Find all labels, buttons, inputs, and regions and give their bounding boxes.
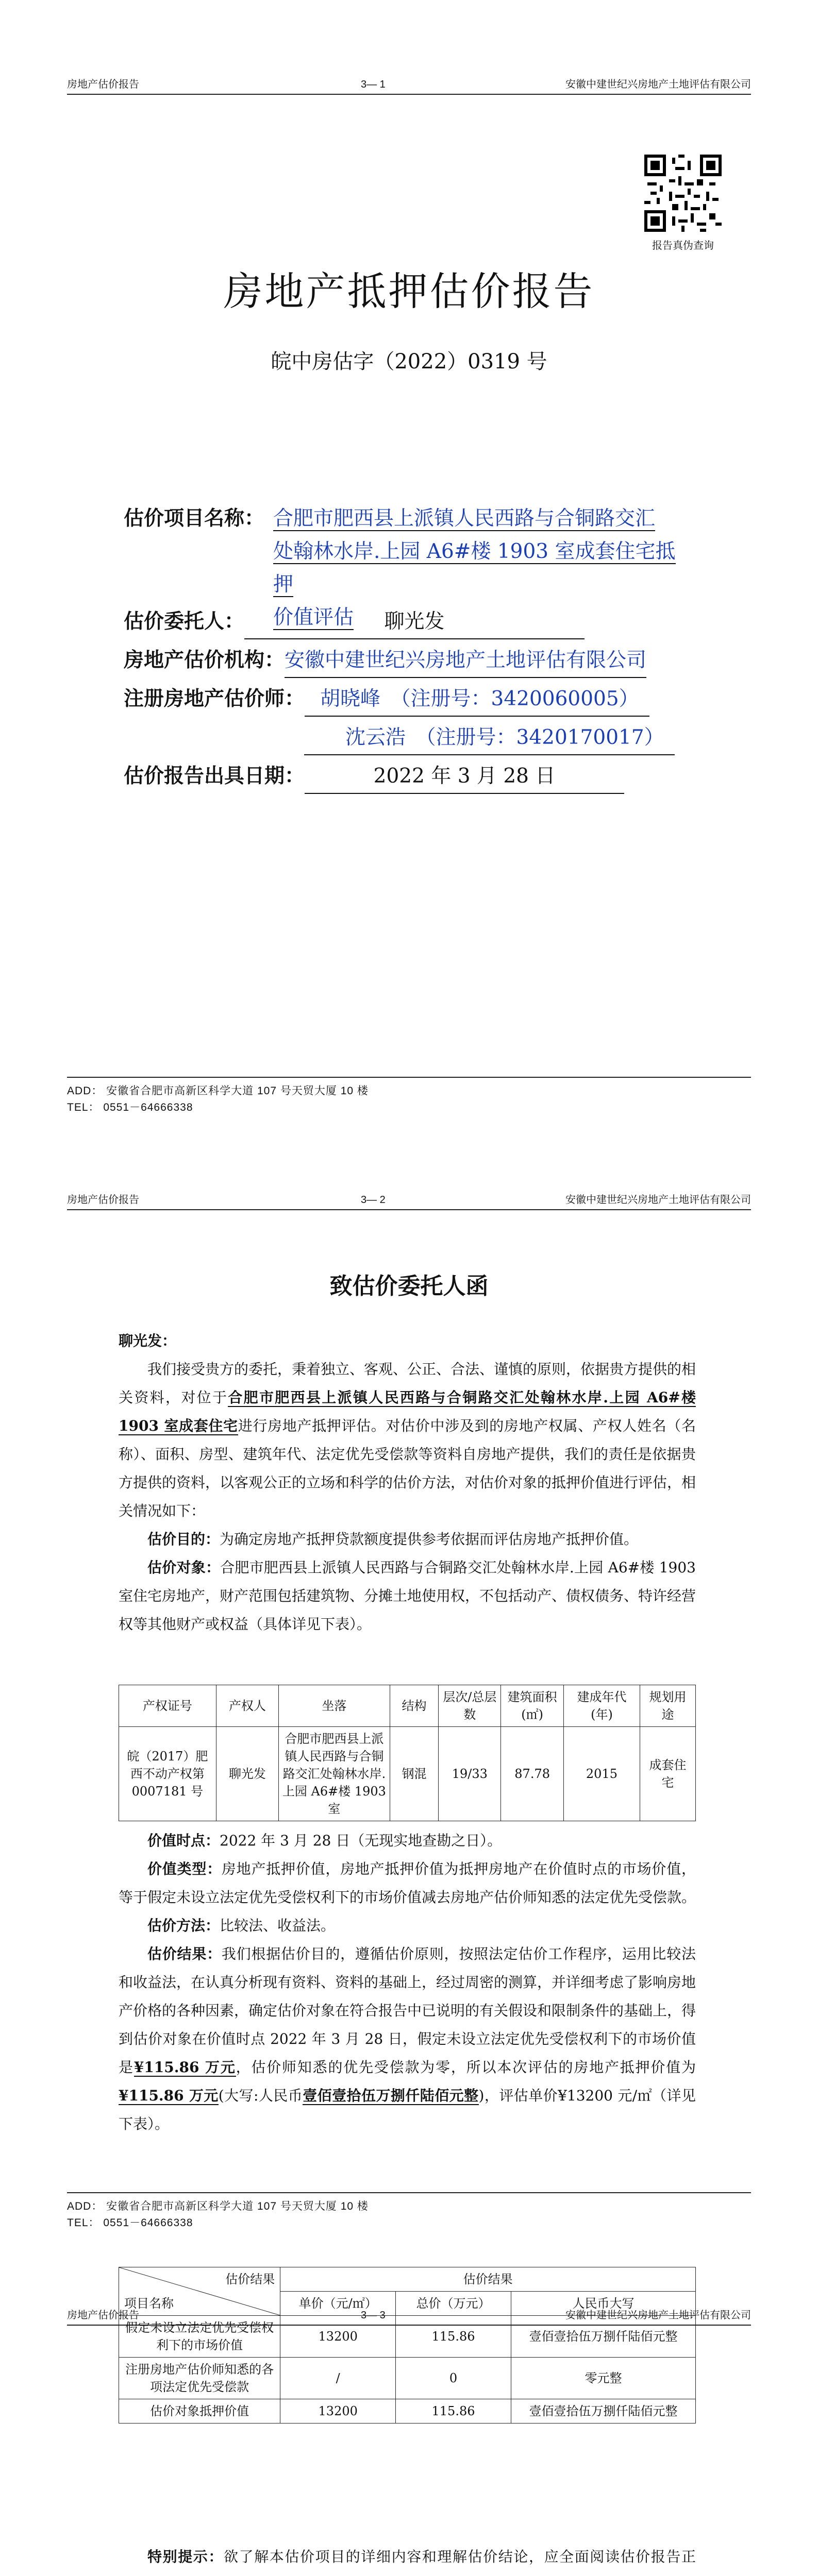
total-price: 115.86 bbox=[396, 2399, 511, 2424]
method-paragraph: 估价方法：比较法、收益法。 bbox=[147, 1917, 336, 1934]
property-table bbox=[119, 1685, 696, 1821]
qr-code[interactable] bbox=[644, 155, 722, 232]
structure: 钢混 bbox=[390, 1727, 438, 1821]
appraiser-row-2 bbox=[304, 721, 675, 755]
table-header: 产权证号 bbox=[119, 1685, 216, 1727]
appraiser-1: 胡晓峰 （注册号：3420060005） bbox=[305, 683, 649, 717]
footer-address: ADD： 安徽省合肥市高新区科学大道 107 号天贸大厦 10 楼 bbox=[67, 1085, 369, 1097]
unit-price: / bbox=[280, 2358, 396, 2399]
result-paragraph: 估价结果：我们根据估价目的，遵循估价原则，按照法定估价工作程序，运用比较法和收益法，在认真分析现有资料、资料的基础上，经过周密的测算，并详细考虑了影响房地产价格的各种因素，确定估价对象在符合报告中已说明的有关假设和限制条件的基础上，得到估价对象在价值时点 2022 年 3 月 28 日，假定未设立法定优先受偿权利下的市场价值是¥115.86 万元，估价师知悉的优先受偿款为零，所以本次评估的房地产抵押价值为¥115.86 万元(大写:人民币壹佰壹拾伍万捌仟陆佰元整)，评估单价¥13200 元/㎡（详见下表）。 bbox=[119, 1945, 696, 2132]
agency-name: 安徽中建世纪兴房地产土地评估有限公司 bbox=[285, 644, 646, 678]
salutation: 聊光发： bbox=[119, 1332, 177, 1349]
market-value: ¥115.86 万元 bbox=[133, 2059, 236, 2076]
header-page-number: 3— 1 bbox=[361, 79, 386, 90]
footer-tel: TEL： 0551－64666338 bbox=[67, 2217, 193, 2229]
report-title: 房地产抵押估价报告 bbox=[223, 270, 595, 314]
header-right: 安徽中建世纪兴房地产土地评估有限公司 bbox=[565, 1194, 751, 1206]
object-paragraph: 估价对象：合肥市肥西县上派镇人民西路与合铜路交汇处翰林水岸.上园 A6#楼 1903 室住宅房地产，财产范围包括建筑物、分摊土地使用权，不包括动产、债权债务、特许经营权等其他财产或权益（具体详见下表）。 bbox=[119, 1559, 696, 1633]
table-header: 人民币大写 bbox=[511, 2292, 695, 2316]
notice-paragraph: 特别提示：欲了解本估价项目的详细内容和理解估价结论，应全面阅读估价报告正 bbox=[147, 2548, 696, 2565]
row-label: 估价对象抵押价值 bbox=[119, 2399, 280, 2424]
property-address: 合肥市肥西县上派镇人民西路与合铜路交汇处翰林水岸.上园 A6#楼 1903 室成套住宅 bbox=[119, 1389, 696, 1434]
table-header: 结构 bbox=[390, 1685, 438, 1727]
client-row bbox=[124, 605, 585, 639]
value-time-paragraph: 价值时点：2022 年 3 月 28 日（无现实地查勘之日）。 bbox=[147, 1832, 502, 1849]
table-row bbox=[119, 1727, 696, 1821]
letter-body-middle bbox=[119, 1826, 696, 2138]
total-price: 0 bbox=[396, 2358, 511, 2399]
amount-in-words: 壹佰壹拾伍万捌仟陆佰元整 bbox=[511, 2399, 695, 2424]
corner-top: 估价结果 bbox=[225, 2272, 275, 2286]
header-page-number: 3— 2 bbox=[361, 1194, 386, 1206]
purpose-paragraph: 估价目的：为确定房地产抵押贷款额度提供参考依据而评估房地产抵押价值。 bbox=[147, 1531, 639, 1548]
project-line-3: 价值评估 bbox=[273, 606, 354, 629]
footer-address: ADD： 安徽省合肥市高新区科学大道 107 号天贸大厦 10 楼 bbox=[67, 2200, 369, 2212]
usage: 成套住宅 bbox=[640, 1727, 696, 1821]
client-name: 聊光发 bbox=[244, 605, 585, 639]
table-row bbox=[119, 2358, 696, 2399]
year-built: 2015 bbox=[563, 1727, 640, 1821]
client-label: 估价委托人： bbox=[124, 611, 245, 633]
page-header bbox=[67, 77, 751, 95]
table-row bbox=[119, 2399, 696, 2424]
page-footer bbox=[67, 1077, 751, 1116]
table-row bbox=[119, 2316, 696, 2358]
table-header: 建筑面积(㎡) bbox=[501, 1685, 563, 1727]
issue-date: 2022 年 3 月 28 日 bbox=[305, 760, 624, 794]
project-line-2: 处翰林水岸.上园 A6#楼 1903 室成套住宅抵押 bbox=[273, 540, 676, 596]
page-footer bbox=[67, 2192, 751, 2231]
page-header bbox=[67, 1193, 751, 1210]
location: 合肥市肥西县上派镇人民西路与合铜路交汇处翰林水岸.上园 A6#楼 1903 室 bbox=[279, 1727, 390, 1821]
date-row bbox=[124, 760, 624, 794]
header-left: 房地产估价报告 bbox=[67, 2310, 139, 2321]
page-cover bbox=[0, 0, 818, 1115]
header-left: 房地产估价报告 bbox=[67, 1194, 139, 1206]
intro-paragraph: 我们接受贵方的委托，秉着独立、客观、公正、合法、谨慎的原则，依据贵方提供的相关资料，对位于合肥市肥西县上派镇人民西路与合铜路交汇处翰林水岸.上园 A6#楼 1903 室成套住宅进行房地产抵押评估。对估价中涉及到的房地产权属、产权人姓名（名称）、面积、房型、建筑年代、法定优先受偿款等资料自房地产提供，我们的责任是依据贵方提供的资料，以客观公正的立场和科学的估价方法，对估价对象的抵押价值进行评估，相关情况如下： bbox=[119, 1361, 696, 1519]
table-header: 层次/总层数 bbox=[439, 1685, 501, 1727]
diagonal-header bbox=[119, 2267, 280, 2316]
letter-body-top bbox=[119, 1327, 696, 1638]
qr-caption: 报告真伪查询 bbox=[652, 240, 714, 251]
header-right: 安徽中建世纪兴房地产土地评估有限公司 bbox=[565, 2310, 751, 2321]
table-header: 规划用途 bbox=[640, 1685, 696, 1727]
row-label: 注册房地产估价师知悉的各项法定优先受偿款 bbox=[119, 2358, 280, 2399]
header-right: 安徽中建世纪兴房地产土地评估有限公司 bbox=[565, 79, 751, 90]
appraiser-label: 注册房地产估价师： bbox=[124, 688, 305, 710]
value-type-paragraph: 价值类型：房地产抵押价值，房地产抵押价值为抵押房地产在价值时点的市场价值，等于假定未设立法定优先受偿权利下的市场价值减去房地产估价师知悉的法定优先受偿款。 bbox=[119, 1860, 696, 1906]
header-page-number: 3— 3 bbox=[361, 2310, 386, 2321]
date-label: 估价报告出具日期： bbox=[124, 765, 305, 787]
owner: 聊光发 bbox=[216, 1727, 278, 1821]
project-label: 估价项目名称： bbox=[124, 507, 265, 530]
area: 87.78 bbox=[501, 1727, 563, 1821]
floor: 19/33 bbox=[439, 1727, 501, 1821]
row-label: 假定未设立法定优先受偿权利下的市场价值 bbox=[119, 2316, 280, 2358]
table-header: 产权人 bbox=[216, 1685, 278, 1727]
appraiser-2: 沈云浩 （注册号：3420170017） bbox=[304, 721, 675, 755]
agency-row bbox=[124, 644, 646, 678]
header-left: 房地产估价报告 bbox=[67, 79, 139, 90]
mortgage-value: ¥115.86 万元 bbox=[119, 2087, 219, 2104]
table-header: 坐落 bbox=[279, 1685, 390, 1727]
amount-in-words: 壹佰壹拾伍万捌仟陆佰元整 bbox=[511, 2316, 695, 2358]
agency-label: 房地产估价机构： bbox=[124, 649, 285, 671]
appraiser-row-1 bbox=[124, 683, 649, 717]
total-price: 115.86 bbox=[396, 2316, 511, 2358]
valuation-table bbox=[119, 2267, 696, 2424]
letter-title: 致估价委托人函 bbox=[329, 1273, 489, 1299]
value-in-words: 壹佰壹拾伍万捌仟陆佰元整 bbox=[303, 2087, 479, 2104]
report-number: 皖中房估字（2022）0319 号 bbox=[271, 350, 547, 374]
corner-bottom: 项目名称 bbox=[124, 2296, 174, 2311]
amount-in-words: 零元整 bbox=[511, 2358, 695, 2399]
footer-tel: TEL： 0551－64666338 bbox=[67, 1101, 193, 1113]
table-header-row bbox=[119, 1685, 696, 1727]
cert-no: 皖（2017）肥西不动产权第0007181 号 bbox=[119, 1727, 216, 1821]
table-header: 建成年代(年) bbox=[563, 1685, 640, 1727]
table-header: 总价（万元） bbox=[396, 2292, 511, 2316]
unit-price: 13200 bbox=[280, 2316, 396, 2358]
table-header: 单价（元/㎡） bbox=[280, 2292, 396, 2316]
group-header: 估价结果 bbox=[280, 2267, 696, 2292]
table-header-row bbox=[119, 2267, 696, 2292]
notice-block bbox=[119, 2543, 696, 2576]
project-line-1: 合肥市肥西县上派镇人民西路与合铜路交汇 bbox=[273, 507, 656, 530]
unit-price: 13200 bbox=[280, 2399, 396, 2424]
